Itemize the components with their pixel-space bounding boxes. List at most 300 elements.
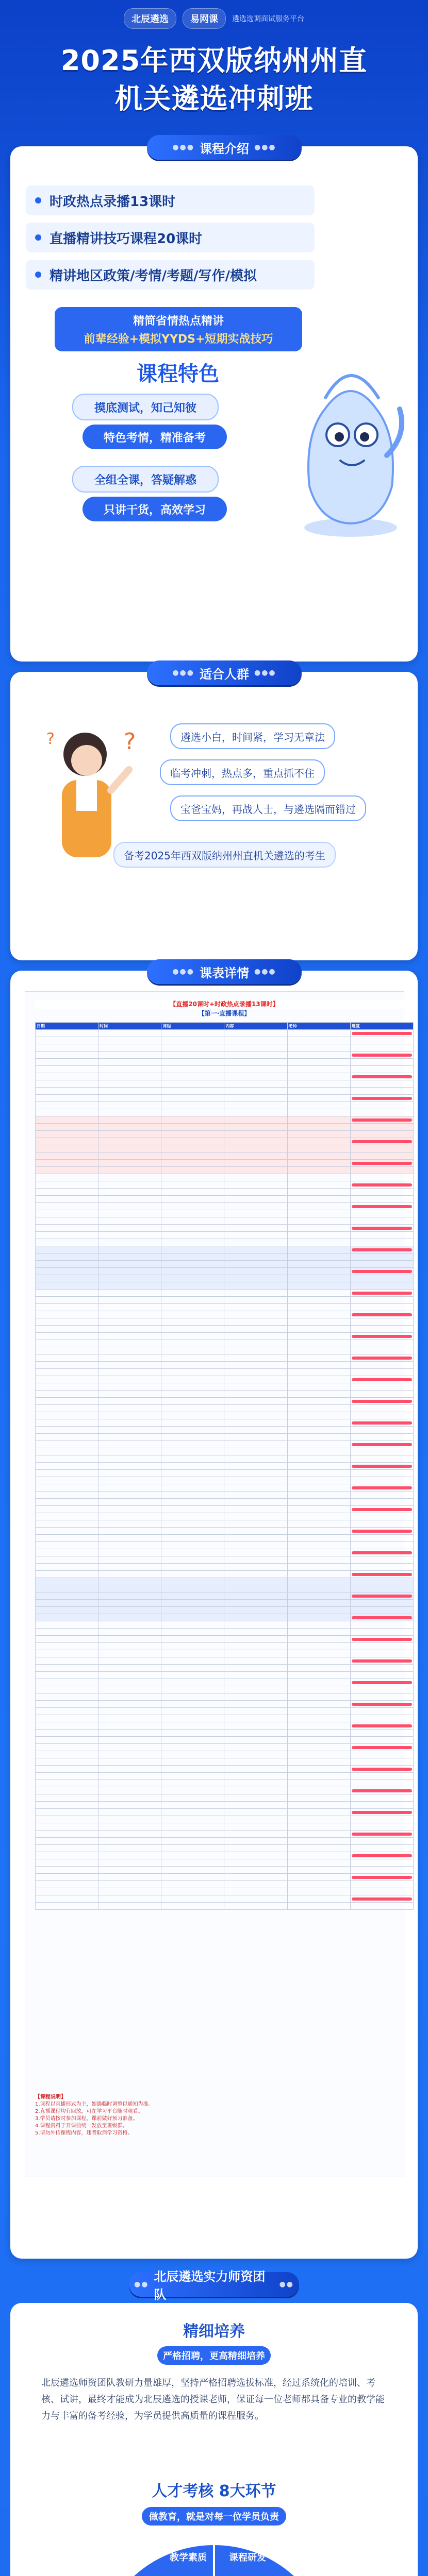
table-cell xyxy=(224,1556,287,1564)
table-cell xyxy=(36,1275,98,1282)
table-row xyxy=(36,1730,414,1737)
table-cell xyxy=(36,1744,98,1751)
table-cell xyxy=(98,1708,161,1715)
table-cell xyxy=(98,1181,161,1189)
cycle-item: 课程研发 xyxy=(229,2552,266,2563)
table-cell xyxy=(161,1210,224,1217)
table-cell xyxy=(224,1585,287,1592)
table-cell xyxy=(98,1116,161,1124)
table-cell xyxy=(350,1477,413,1484)
table-cell xyxy=(224,1232,287,1239)
table-cell xyxy=(224,1340,287,1347)
table-cell xyxy=(98,1037,161,1044)
table-cell xyxy=(350,1131,413,1138)
table-row xyxy=(36,1838,414,1845)
table-cell xyxy=(161,1730,224,1737)
table-row xyxy=(36,1362,414,1369)
table-row xyxy=(36,1217,414,1225)
intro-item: 精讲地区政策/考情/考题/写作/模拟 xyxy=(26,260,315,290)
table-cell xyxy=(98,1506,161,1513)
svg-text:?: ? xyxy=(46,730,55,748)
progress-bar xyxy=(352,1876,412,1879)
table-cell xyxy=(98,1412,161,1419)
table-cell xyxy=(161,1463,224,1470)
table-cell xyxy=(224,1124,287,1131)
brand-bar xyxy=(119,8,309,29)
table-cell xyxy=(36,1773,98,1780)
table-cell xyxy=(161,1102,224,1109)
table-cell xyxy=(161,1737,224,1744)
table-cell xyxy=(350,1383,413,1391)
table-cell xyxy=(98,1585,161,1592)
table-cell xyxy=(287,1066,350,1073)
table-cell xyxy=(224,1542,287,1549)
table-cell xyxy=(98,1145,161,1153)
brand-tagline: 遴选选调面试服务平台 xyxy=(232,15,304,23)
table-cell xyxy=(98,1744,161,1751)
table-cell xyxy=(161,1448,224,1455)
table-cell xyxy=(224,1737,287,1744)
table-cell xyxy=(98,1513,161,1520)
table-cell xyxy=(287,1715,350,1722)
table-cell xyxy=(36,1874,98,1881)
table-cell xyxy=(224,1326,287,1333)
table-cell xyxy=(287,1297,350,1304)
table-cell xyxy=(98,1895,161,1903)
table-cell xyxy=(36,1903,98,1910)
table-cell xyxy=(98,1167,161,1174)
table-cell xyxy=(350,1441,413,1448)
table-cell xyxy=(224,1131,287,1138)
progress-bar xyxy=(352,1595,412,1598)
table-cell xyxy=(161,1391,224,1398)
progress-bar xyxy=(352,1270,412,1273)
table-cell xyxy=(287,1831,350,1838)
table-row xyxy=(36,1535,414,1542)
progress-bar xyxy=(352,1335,412,1338)
table-cell xyxy=(350,1340,413,1347)
intro-list xyxy=(26,185,315,297)
table-cell xyxy=(350,1809,413,1816)
table-cell xyxy=(224,1181,287,1189)
table-cell xyxy=(287,1210,350,1217)
table-cell xyxy=(36,1383,98,1391)
table-cell xyxy=(224,1794,287,1802)
progress-bar xyxy=(352,1097,412,1100)
table-cell xyxy=(350,1773,413,1780)
table-cell xyxy=(224,1225,287,1232)
table-cell xyxy=(36,1210,98,1217)
table-cell xyxy=(350,1030,413,1037)
table-cell xyxy=(161,1780,224,1787)
table-cell xyxy=(350,1614,413,1621)
table-cell xyxy=(161,1881,224,1888)
table-cell xyxy=(36,1340,98,1347)
table-row xyxy=(36,1174,414,1181)
table-cell xyxy=(98,1823,161,1831)
table-cell xyxy=(161,1701,224,1708)
table-cell xyxy=(224,1831,287,1838)
table-cell xyxy=(36,1268,98,1275)
table-cell xyxy=(350,1600,413,1607)
table-row xyxy=(36,1095,414,1102)
table-cell xyxy=(350,1362,413,1369)
table-cell xyxy=(161,1592,224,1600)
table-cell xyxy=(350,1470,413,1477)
table-cell xyxy=(224,1513,287,1520)
table-cell xyxy=(224,1859,287,1867)
table-cell xyxy=(161,1636,224,1643)
table-cell xyxy=(350,1766,413,1773)
table-cell xyxy=(287,1167,350,1174)
table-row xyxy=(36,1477,414,1484)
table-cell xyxy=(224,1080,287,1088)
table-cell xyxy=(36,1427,98,1434)
table-cell xyxy=(224,1672,287,1679)
team-card xyxy=(10,2303,418,2576)
table-cell xyxy=(161,1665,224,1672)
table-cell xyxy=(224,1419,287,1427)
table-cell xyxy=(36,1672,98,1679)
table-cell xyxy=(161,1189,224,1196)
table-row xyxy=(36,1052,414,1059)
cycle-title: 人才考核 8大环节 xyxy=(152,2482,276,2500)
table-cell xyxy=(161,1744,224,1751)
table-cell xyxy=(224,1629,287,1636)
table-cell xyxy=(287,1347,350,1354)
table-cell xyxy=(36,1614,98,1621)
table-cell xyxy=(98,1520,161,1528)
table-row xyxy=(36,1463,414,1470)
table-cell xyxy=(350,1794,413,1802)
table-cell xyxy=(350,1196,413,1203)
table-cell xyxy=(98,1621,161,1629)
table-cell xyxy=(287,1730,350,1737)
table-cell xyxy=(161,1340,224,1347)
table-cell xyxy=(224,1730,287,1737)
table-row xyxy=(36,1484,414,1492)
table-cell xyxy=(98,1427,161,1434)
table-row xyxy=(36,1571,414,1578)
table-cell xyxy=(287,1650,350,1657)
course-notes: 【课程说明】 1.课程以直播形式为主，如遇临时调整以通知为准。 2.直播课程均有回放，可在学习平台随时观看。 3.学员请按时参加课程，课前做好预习准备。 4.课程资料于开课前统一发放至班级群。 5.请勿外传课程内容，违者取消学习资格。 xyxy=(35,2094,154,2136)
table-cell xyxy=(36,1888,98,1895)
table-cell xyxy=(350,1153,413,1160)
table-cell xyxy=(98,1693,161,1701)
table-cell xyxy=(98,1542,161,1549)
table-cell xyxy=(350,1657,413,1665)
table-row xyxy=(36,1160,414,1167)
table-cell xyxy=(98,1095,161,1102)
table-cell xyxy=(161,1376,224,1383)
table-cell xyxy=(224,1412,287,1419)
table-cell xyxy=(98,1571,161,1578)
table-cell xyxy=(350,1751,413,1758)
table-cell xyxy=(287,1737,350,1744)
table-cell xyxy=(287,1275,350,1282)
table-cell xyxy=(224,1441,287,1448)
table-cell xyxy=(224,1520,287,1528)
table-cell xyxy=(161,1715,224,1722)
table-cell xyxy=(350,1239,413,1246)
table-row xyxy=(36,1116,414,1124)
table-cell xyxy=(224,1217,287,1225)
table-cell xyxy=(350,1859,413,1867)
table-cell xyxy=(350,1225,413,1232)
table-cell xyxy=(350,1246,413,1253)
table-cell xyxy=(36,1030,98,1037)
table-row xyxy=(36,1549,414,1556)
table-cell xyxy=(36,1831,98,1838)
table-cell xyxy=(161,1773,224,1780)
table-row xyxy=(36,1715,414,1722)
table-cell xyxy=(224,1621,287,1629)
table-cell xyxy=(98,1362,161,1369)
table-row xyxy=(36,1679,414,1686)
table-cell xyxy=(287,1405,350,1412)
table-cell xyxy=(224,1657,287,1665)
table-cell xyxy=(36,1297,98,1304)
table-row xyxy=(36,1672,414,1679)
table-cell xyxy=(287,1744,350,1751)
table-cell xyxy=(36,1556,98,1564)
table-cell xyxy=(161,1679,224,1686)
table-cell xyxy=(224,1030,287,1037)
table-cell xyxy=(36,1701,98,1708)
table-cell xyxy=(36,1564,98,1571)
table-cell xyxy=(161,1347,224,1354)
intro-item: 直播精讲技巧课程20课时 xyxy=(26,223,315,252)
table-cell xyxy=(224,1787,287,1794)
table-cell xyxy=(161,1542,224,1549)
table-cell xyxy=(161,1253,224,1261)
table-cell xyxy=(350,1073,413,1080)
table-cell xyxy=(98,1528,161,1535)
table-cell xyxy=(98,1816,161,1823)
table-cell xyxy=(287,1124,350,1131)
table-cell xyxy=(224,1528,287,1535)
table-cell xyxy=(287,1578,350,1585)
table-cell xyxy=(36,1124,98,1131)
table-cell xyxy=(161,1874,224,1881)
table-cell xyxy=(98,1636,161,1643)
table-cell xyxy=(36,1802,98,1809)
table-row xyxy=(36,1326,414,1333)
table-cell xyxy=(98,1484,161,1492)
table-cell xyxy=(161,1304,224,1311)
table-row xyxy=(36,1253,414,1261)
table-cell xyxy=(161,1895,224,1903)
table-row xyxy=(36,1867,414,1874)
table-row xyxy=(36,1686,414,1693)
table-cell xyxy=(350,1210,413,1217)
table-cell xyxy=(36,1145,98,1153)
table-cell xyxy=(161,1766,224,1773)
table-cell xyxy=(224,1246,287,1253)
assessment-wheel xyxy=(85,2535,343,2576)
table-row xyxy=(36,1809,414,1816)
table-cell xyxy=(161,1629,224,1636)
table-cell xyxy=(287,1174,350,1181)
table-cell xyxy=(224,1679,287,1686)
suitable-item: 临考冲刺，热点多，重点抓不住 xyxy=(160,759,325,785)
table-cell xyxy=(287,1340,350,1347)
table-cell xyxy=(287,1881,350,1888)
table-row xyxy=(36,1405,414,1412)
table-cell xyxy=(287,1693,350,1701)
table-cell xyxy=(224,1701,287,1708)
table-cell xyxy=(161,1722,224,1730)
table-row xyxy=(36,1564,414,1571)
table-cell xyxy=(287,1672,350,1679)
table-cell xyxy=(350,1758,413,1766)
table-cell xyxy=(161,1419,224,1427)
table-cell xyxy=(287,1455,350,1463)
table-cell xyxy=(224,1549,287,1556)
table-cell xyxy=(350,1232,413,1239)
table-cell xyxy=(98,1686,161,1693)
table-row xyxy=(36,1434,414,1441)
table-row xyxy=(36,1419,414,1427)
table-cell xyxy=(36,1066,98,1073)
table-cell xyxy=(350,1499,413,1506)
table-cell xyxy=(161,1571,224,1578)
table-cell xyxy=(36,1794,98,1802)
table-cell xyxy=(98,1535,161,1542)
table-cell xyxy=(161,1239,224,1246)
table-row xyxy=(36,1102,414,1109)
table-row xyxy=(36,1261,414,1268)
table-cell xyxy=(350,1867,413,1874)
table-cell xyxy=(36,1073,98,1080)
progress-bar xyxy=(352,1530,412,1533)
table-cell xyxy=(161,1131,224,1138)
table-cell xyxy=(224,1895,287,1903)
table-cell xyxy=(98,1044,161,1052)
section-tag-team: ●● 北辰遴选实力师资团队 ●● xyxy=(129,2272,299,2297)
table-row xyxy=(36,1427,414,1434)
table-cell xyxy=(161,1174,224,1181)
table-row xyxy=(36,1585,414,1592)
table-row xyxy=(36,1556,414,1564)
table-cell xyxy=(350,1528,413,1535)
table-cell xyxy=(161,1225,224,1232)
table-cell xyxy=(287,1701,350,1708)
table-cell xyxy=(287,1095,350,1102)
table-cell xyxy=(98,1059,161,1066)
table-cell xyxy=(287,1888,350,1895)
table-cell xyxy=(287,1903,350,1910)
table-cell xyxy=(350,1621,413,1629)
table-cell xyxy=(287,1326,350,1333)
progress-bar xyxy=(352,1746,412,1749)
table-row xyxy=(36,1383,414,1391)
table-cell xyxy=(98,1398,161,1405)
table-cell xyxy=(224,1492,287,1499)
table-cell xyxy=(36,1643,98,1650)
table-cell xyxy=(287,1535,350,1542)
table-row xyxy=(36,1246,414,1253)
section-tag-detail: ●●● 课表详情 ●●● xyxy=(147,959,302,984)
table-cell xyxy=(287,1160,350,1167)
table-cell xyxy=(350,1780,413,1787)
table-row xyxy=(36,1311,414,1318)
table-cell xyxy=(36,1347,98,1354)
table-cell xyxy=(224,1239,287,1246)
table-cell xyxy=(36,1311,98,1318)
page-title-line2: 机关遴选冲刺班 xyxy=(114,82,314,115)
table-cell xyxy=(224,1268,287,1275)
table-cell xyxy=(287,1838,350,1845)
table-cell xyxy=(161,1326,224,1333)
table-row xyxy=(36,1881,414,1888)
cycle-subtitle: 做教育，就是对每一位学员负责 xyxy=(142,2507,286,2526)
progress-bar xyxy=(352,1616,412,1619)
table-cell xyxy=(350,1686,413,1693)
table-cell xyxy=(36,1549,98,1556)
table-cell xyxy=(224,1354,287,1362)
table-cell xyxy=(224,1160,287,1167)
table-row xyxy=(36,1845,414,1852)
table-cell xyxy=(224,1600,287,1607)
table-cell xyxy=(350,1730,413,1737)
table-cell xyxy=(224,1592,287,1600)
table-cell xyxy=(350,1124,413,1131)
table-cell xyxy=(36,1679,98,1686)
table-cell xyxy=(287,1463,350,1470)
table-cell xyxy=(287,1852,350,1859)
table-cell xyxy=(350,1318,413,1326)
table-cell xyxy=(350,1203,413,1210)
table-cell xyxy=(98,1701,161,1708)
table-cell xyxy=(287,1116,350,1124)
table-cell xyxy=(98,1903,161,1910)
table-cell xyxy=(287,1607,350,1614)
table-cell xyxy=(287,1773,350,1780)
table-cell xyxy=(161,1052,224,1059)
table-cell xyxy=(287,1492,350,1499)
table-cell xyxy=(98,1794,161,1802)
table-cell xyxy=(161,1794,224,1802)
team-tagline: 严格招聘，更高精细培养 xyxy=(157,2346,271,2365)
table-cell xyxy=(224,1383,287,1391)
table-cell xyxy=(161,1686,224,1693)
table-cell xyxy=(287,1434,350,1441)
table-row xyxy=(36,1852,414,1859)
table-cell xyxy=(161,1369,224,1376)
table-cell xyxy=(36,1766,98,1773)
table-cell xyxy=(36,1052,98,1059)
progress-bar xyxy=(352,1508,412,1511)
table-cell xyxy=(36,1088,98,1095)
team-subtitle: 精细培养 xyxy=(183,2323,245,2341)
table-row xyxy=(36,1318,414,1326)
table-cell xyxy=(161,1802,224,1809)
table-cell xyxy=(287,1391,350,1398)
table-cell xyxy=(36,1261,98,1268)
table-cell xyxy=(161,1520,224,1528)
table-cell xyxy=(36,1823,98,1831)
table-row xyxy=(36,1831,414,1838)
table-cell xyxy=(161,1585,224,1592)
table-cell xyxy=(350,1665,413,1672)
table-cell xyxy=(98,1549,161,1556)
table-cell xyxy=(36,1758,98,1766)
table-cell xyxy=(287,1816,350,1823)
table-cell xyxy=(350,1268,413,1275)
table-cell xyxy=(98,1232,161,1239)
table-cell xyxy=(161,1297,224,1304)
